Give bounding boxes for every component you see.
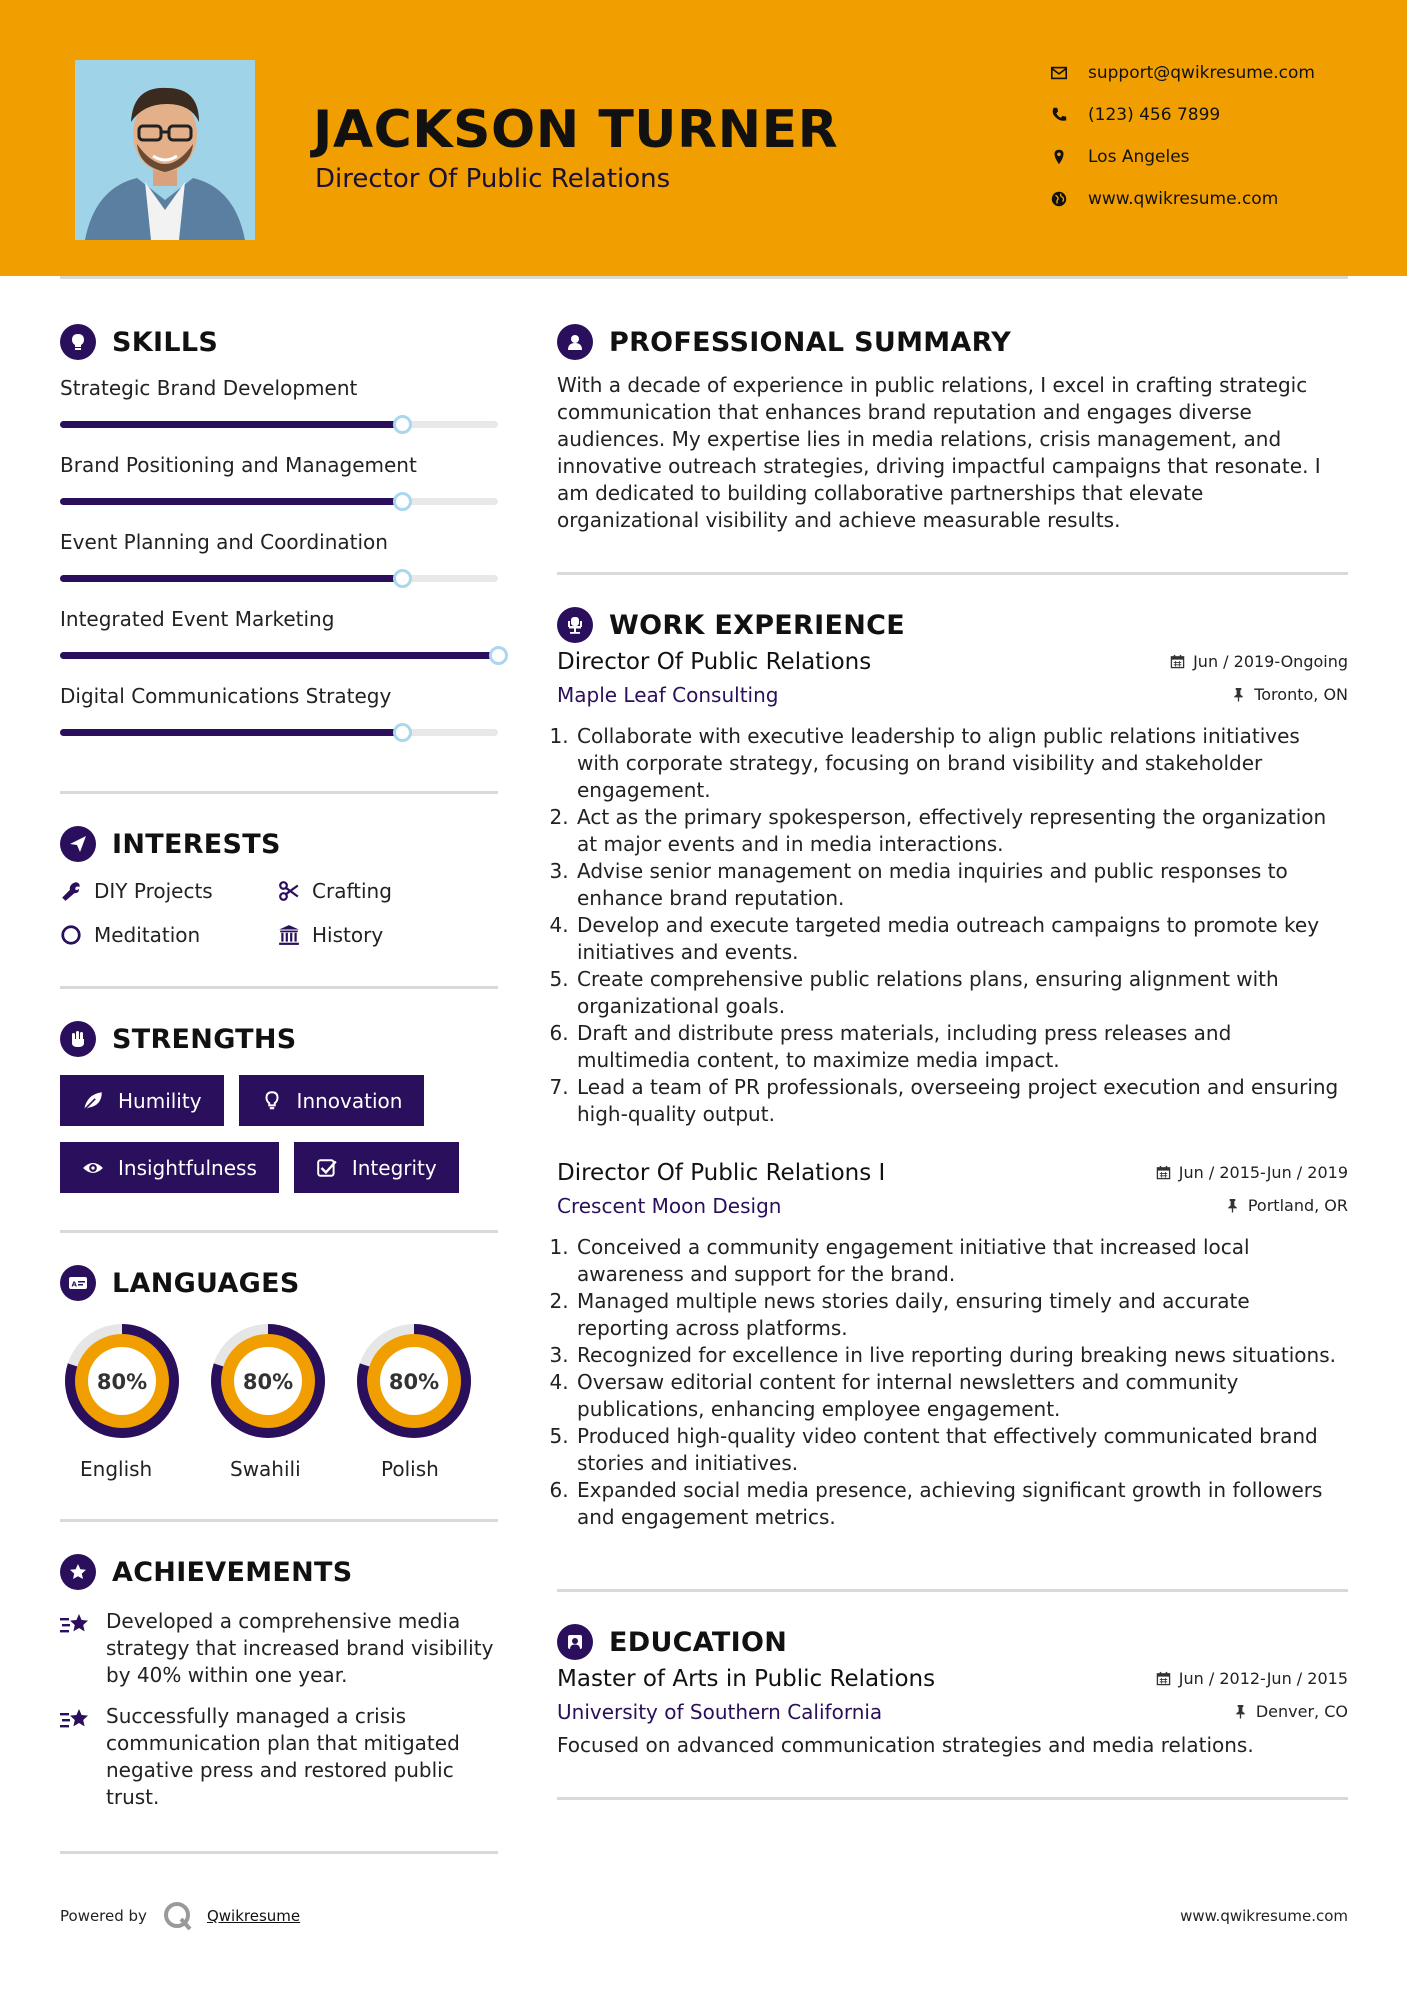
contact-website[interactable]: www.qwikresume.com bbox=[1050, 178, 1390, 220]
language-name: Polish bbox=[381, 1457, 439, 1481]
achievements-list bbox=[60, 1594, 498, 1811]
job-title: Director Of Public Relations I bbox=[557, 1160, 886, 1186]
skill-bar bbox=[60, 729, 498, 736]
candidate-name: JACKSON TURNER bbox=[313, 100, 839, 160]
company-name: Crescent Moon Design bbox=[557, 1194, 782, 1218]
experience-heading: WORK EXPERIENCE bbox=[557, 603, 1348, 647]
strengths-list bbox=[60, 1061, 498, 1193]
paper-plane-icon bbox=[60, 826, 96, 862]
calendar-icon bbox=[1156, 1165, 1171, 1180]
shooting-star-icon bbox=[60, 1703, 106, 1811]
scissors-icon bbox=[278, 880, 312, 902]
duty-item: 3. Advise senior management on media inquiries and public responses to enhance brand reputation. bbox=[575, 858, 1348, 912]
skill-bar-knob bbox=[393, 492, 412, 511]
achievements-heading: ACHIEVEMENTS bbox=[60, 1550, 498, 1594]
skill-item: Strategic Brand Development bbox=[60, 366, 498, 443]
contact-phone[interactable]: (123) 456 7899 bbox=[1050, 94, 1390, 136]
language-percent: 80% bbox=[242, 1370, 294, 1394]
education-dates: Jun / 2012-Jun / 2015 bbox=[1156, 1669, 1348, 1688]
duty-item: 1. Conceived a community engagement initiative that increased local awareness and support for the brand. bbox=[575, 1234, 1348, 1288]
skill-item: Event Planning and Coordination bbox=[60, 520, 498, 597]
interest-item: History bbox=[278, 920, 498, 950]
job-location: Toronto, ON bbox=[1231, 685, 1348, 704]
calendar-icon bbox=[1170, 654, 1185, 669]
interests-list bbox=[60, 866, 498, 950]
language-item bbox=[352, 1319, 498, 1481]
section-divider bbox=[60, 986, 498, 989]
user-icon bbox=[557, 324, 593, 360]
museum-icon bbox=[278, 924, 312, 946]
eye-icon bbox=[82, 1157, 104, 1179]
skill-bar-fill bbox=[60, 729, 402, 736]
language-name: Swahili bbox=[230, 1457, 301, 1481]
contact-email[interactable]: support@qwikresume.com bbox=[1050, 52, 1390, 94]
job-dates: Jun / 2019-Ongoing bbox=[1170, 652, 1348, 671]
job-entry bbox=[557, 1160, 1348, 1531]
svg-text:A: A bbox=[71, 1280, 77, 1289]
duty-item: 2. Managed multiple news stories daily, ensuring timely and accurate reporting across platforms. bbox=[575, 1288, 1348, 1342]
duty-item: 6. Expanded social media presence, achieving significant growth in followers and engagement metrics. bbox=[575, 1477, 1348, 1531]
hand-fist-icon bbox=[60, 1021, 96, 1057]
resume-header bbox=[0, 0, 1407, 276]
office-chair-icon bbox=[557, 607, 593, 643]
section-divider bbox=[60, 1851, 498, 1854]
summary-heading: PROFESSIONAL SUMMARY bbox=[557, 320, 1348, 364]
job-location: Portland, OR bbox=[1225, 1196, 1348, 1215]
job-entry bbox=[557, 649, 1348, 1128]
page-footer bbox=[60, 1899, 1348, 1933]
interest-item: Crafting bbox=[278, 876, 498, 906]
degree-title: Master of Arts in Public Relations bbox=[557, 1666, 936, 1692]
qwikresume-logo-icon bbox=[161, 1899, 195, 1933]
achievement-item: Developed a comprehensive media strategy that increased brand visibility by 40% within one year. bbox=[60, 1594, 498, 1689]
leaf-icon bbox=[82, 1090, 104, 1112]
shooting-star-icon bbox=[60, 1608, 106, 1689]
skill-bar bbox=[60, 498, 498, 505]
interests-heading: INTERESTS bbox=[60, 822, 498, 866]
skill-item: Digital Communications Strategy bbox=[60, 674, 498, 751]
duty-item: 3. Recognized for excellence in live reporting during breaking news situations. bbox=[575, 1342, 1348, 1369]
education-location: Denver, CO bbox=[1233, 1702, 1348, 1721]
header-divider bbox=[60, 276, 1348, 279]
skill-bar-fill bbox=[60, 498, 402, 505]
skill-bar-knob bbox=[393, 415, 412, 434]
section-divider bbox=[557, 572, 1348, 575]
skill-item: Brand Positioning and Management bbox=[60, 443, 498, 520]
duty-item: 1. Collaborate with executive leadership to align public relations initiatives with corporate strategy, focusing on brand visibility and stakeholder engagement. bbox=[575, 723, 1348, 804]
job-duties bbox=[557, 723, 1348, 1128]
language-ring bbox=[60, 1319, 184, 1443]
summary-text: With a decade of experience in public relations, I excel in crafting strategic communication that enhances brand reputation and engages diverse audiences. My expertise lies in media relations, crisis management, and innovative outreach strategies, driving impactful campaigns that resonate. I am dedicated to building collaborative partnerships that elevate organizational visibility and achieve measurable results. bbox=[557, 373, 1321, 532]
language-item bbox=[206, 1319, 352, 1481]
job-title: Director Of Public Relations bbox=[557, 649, 872, 675]
language-percent: 80% bbox=[388, 1370, 440, 1394]
skills-heading: SKILLS bbox=[60, 320, 498, 364]
interest-item: DIY Projects bbox=[60, 876, 278, 906]
circle-icon bbox=[60, 924, 94, 946]
pushpin-icon bbox=[1231, 687, 1246, 702]
section-divider bbox=[557, 1797, 1348, 1800]
skill-bar bbox=[60, 575, 498, 582]
lightbulb-icon bbox=[261, 1090, 283, 1112]
pushpin-icon bbox=[1225, 1198, 1240, 1213]
duty-item: 6. Draft and distribute press materials, including press releases and multimedia content, to maximize media impact. bbox=[575, 1020, 1348, 1074]
job-duties bbox=[557, 1234, 1348, 1531]
section-divider bbox=[60, 791, 498, 794]
section-divider bbox=[557, 1589, 1348, 1592]
contact-list bbox=[1050, 52, 1390, 220]
section-divider bbox=[60, 1230, 498, 1233]
check-square-icon bbox=[316, 1157, 338, 1179]
language-ring bbox=[352, 1319, 476, 1443]
skill-bar-fill bbox=[60, 652, 498, 659]
section-divider bbox=[60, 1519, 498, 1522]
languages-heading: A LANGUAGES bbox=[60, 1261, 498, 1305]
profile-photo-image bbox=[75, 60, 255, 240]
wrench-icon bbox=[60, 880, 94, 902]
strength-badge: Insightfulness bbox=[60, 1142, 279, 1193]
duty-item: 4. Oversaw editorial content for internal newsletters and community publications, enhancing employee engagement. bbox=[575, 1369, 1348, 1423]
skills-list bbox=[60, 364, 498, 751]
duty-item: 4. Develop and execute targeted media outreach campaigns to promote key initiatives and events. bbox=[575, 912, 1348, 966]
duty-item: 7. Lead a team of PR professionals, overseeing project execution and ensuring high-quality output. bbox=[575, 1074, 1348, 1128]
strength-badge: Integrity bbox=[294, 1142, 459, 1193]
profile-photo bbox=[75, 60, 255, 240]
duty-item: 5. Create comprehensive public relations plans, ensuring alignment with organizational goals. bbox=[575, 966, 1348, 1020]
skill-bar-knob bbox=[489, 646, 508, 665]
company-name: Maple Leaf Consulting bbox=[557, 683, 779, 707]
achievement-item: Successfully managed a crisis communication plan that mitigated negative press and restored public trust. bbox=[60, 1689, 498, 1811]
globe-icon bbox=[1050, 190, 1088, 208]
pushpin-icon bbox=[1233, 1704, 1248, 1719]
calendar-icon bbox=[1156, 1671, 1171, 1686]
skill-bar-knob bbox=[393, 569, 412, 588]
education-heading: EDUCATION bbox=[557, 1620, 1348, 1664]
map-marker-icon bbox=[1050, 148, 1088, 166]
language-item bbox=[60, 1319, 206, 1481]
left-column bbox=[60, 320, 498, 1854]
job-dates: Jun / 2015-Jun / 2019 bbox=[1156, 1163, 1348, 1182]
strength-badge: Humility bbox=[60, 1075, 224, 1126]
skill-bar bbox=[60, 421, 498, 428]
duty-item: 2. Act as the primary spokesperson, effectively representing the organization at major events and in media interactions. bbox=[575, 804, 1348, 858]
skill-bar-fill bbox=[60, 575, 402, 582]
skill-item: Integrated Event Marketing bbox=[60, 597, 498, 674]
education-description: Focused on advanced communication strategies and media relations. bbox=[557, 1733, 1254, 1757]
language-percent: 80% bbox=[96, 1370, 148, 1394]
graduate-icon bbox=[557, 1624, 593, 1660]
star-badge-icon bbox=[60, 1554, 96, 1590]
duty-item: 5. Produced high-quality video content that effectively communicated brand stories and initiatives. bbox=[575, 1423, 1348, 1477]
language-name: English bbox=[80, 1457, 153, 1481]
skill-bar-fill bbox=[60, 421, 402, 428]
skill-bar bbox=[60, 652, 498, 659]
language-icon bbox=[60, 1265, 96, 1301]
phone-icon bbox=[1050, 106, 1088, 124]
contact-location: Los Angeles bbox=[1050, 136, 1390, 178]
language-ring bbox=[206, 1319, 330, 1443]
right-column bbox=[557, 320, 1348, 1800]
footer-website[interactable]: www.qwikresume.com bbox=[1180, 1907, 1348, 1925]
education-entry bbox=[557, 1666, 1348, 1759]
envelope-icon bbox=[1050, 64, 1088, 82]
strength-badge: Innovation bbox=[239, 1075, 425, 1126]
interest-item: Meditation bbox=[60, 920, 278, 950]
lightbulb-icon bbox=[60, 324, 96, 360]
qwikresume-link[interactable]: Qwikresume bbox=[206, 1907, 301, 1925]
skill-bar-knob bbox=[393, 723, 412, 742]
powered-by: Powered by Qwikresume bbox=[60, 1899, 300, 1933]
candidate-role: Director Of Public Relations bbox=[315, 164, 671, 194]
languages-list bbox=[60, 1305, 498, 1481]
school-name: University of Southern California bbox=[557, 1700, 883, 1724]
strengths-heading: STRENGTHS bbox=[60, 1017, 498, 1061]
